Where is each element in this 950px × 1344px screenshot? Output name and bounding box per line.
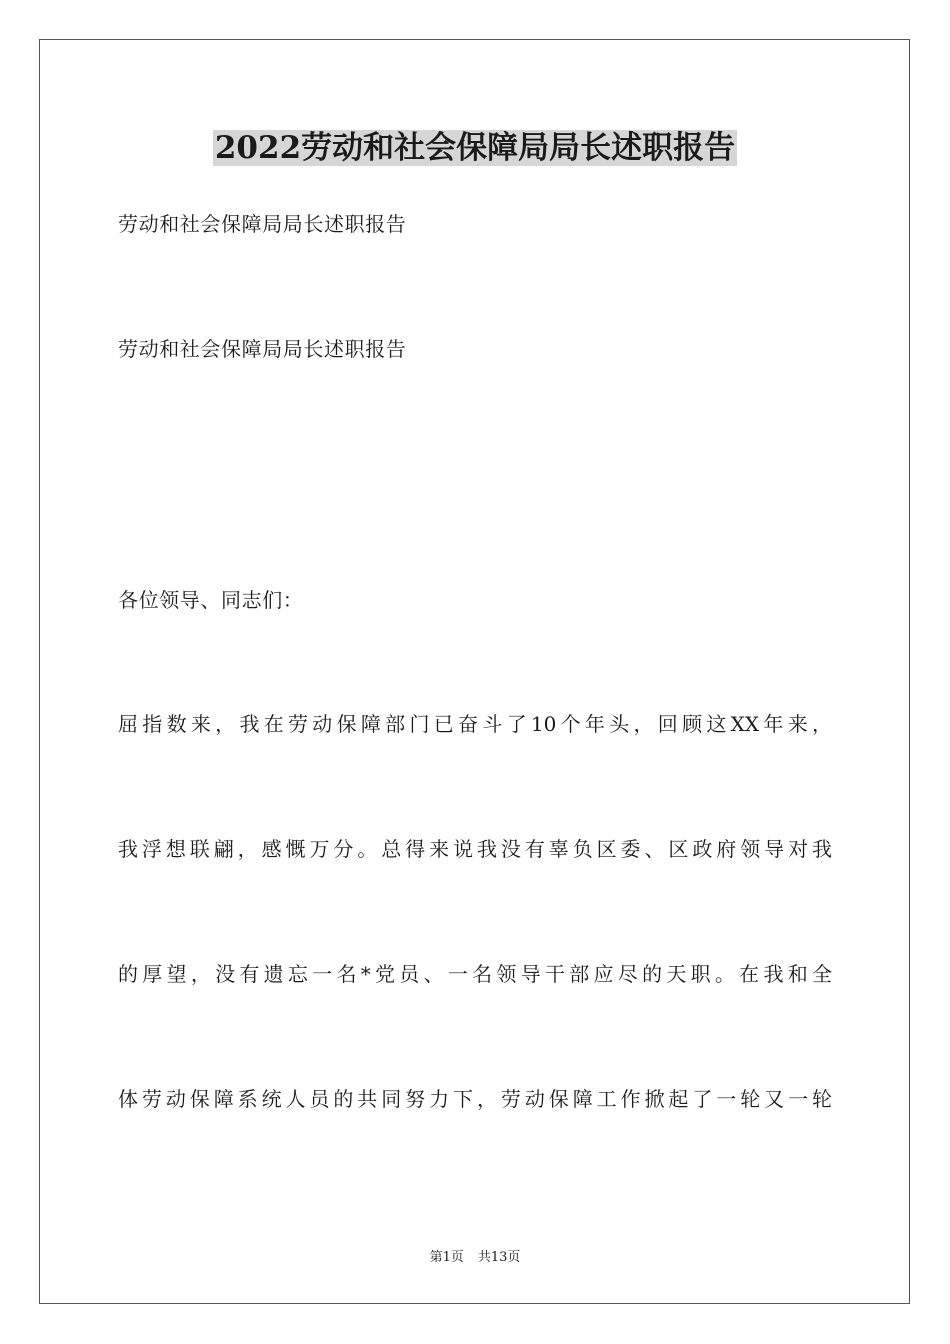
subtitle-line-repeat: 劳动和社会保障局局长述职报告 [118, 337, 407, 361]
salutation-line: 各位领导、同志们： [118, 588, 304, 612]
body-text-line: 体劳动保障系统人员的共同努力下，劳动保障工作掀起了一轮又一轮 [118, 1087, 832, 1111]
document-title-text: 2022劳动和社会保障局局长述职报告 [214, 130, 736, 166]
body-text-line: 的厚望，没有遗忘一名*党员、一名领导干部应尽的天职。在我和全 [118, 962, 832, 986]
page-footer [0, 1249, 950, 1267]
subtitle-line: 劳动和社会保障局局长述职报告 [118, 212, 407, 236]
page-number: 第1页 [429, 1250, 464, 1265]
body-text-line: 屈指数来，我在劳动保障部门已奋斗了10个年头，回顾这XX年来， [118, 712, 832, 736]
page-total: 共13页 [477, 1250, 521, 1265]
body-text-line: 我浮想联翩，感慨万分。总得来说我没有辜负区委、区政府领导对我 [118, 837, 832, 861]
document-title [0, 126, 950, 170]
